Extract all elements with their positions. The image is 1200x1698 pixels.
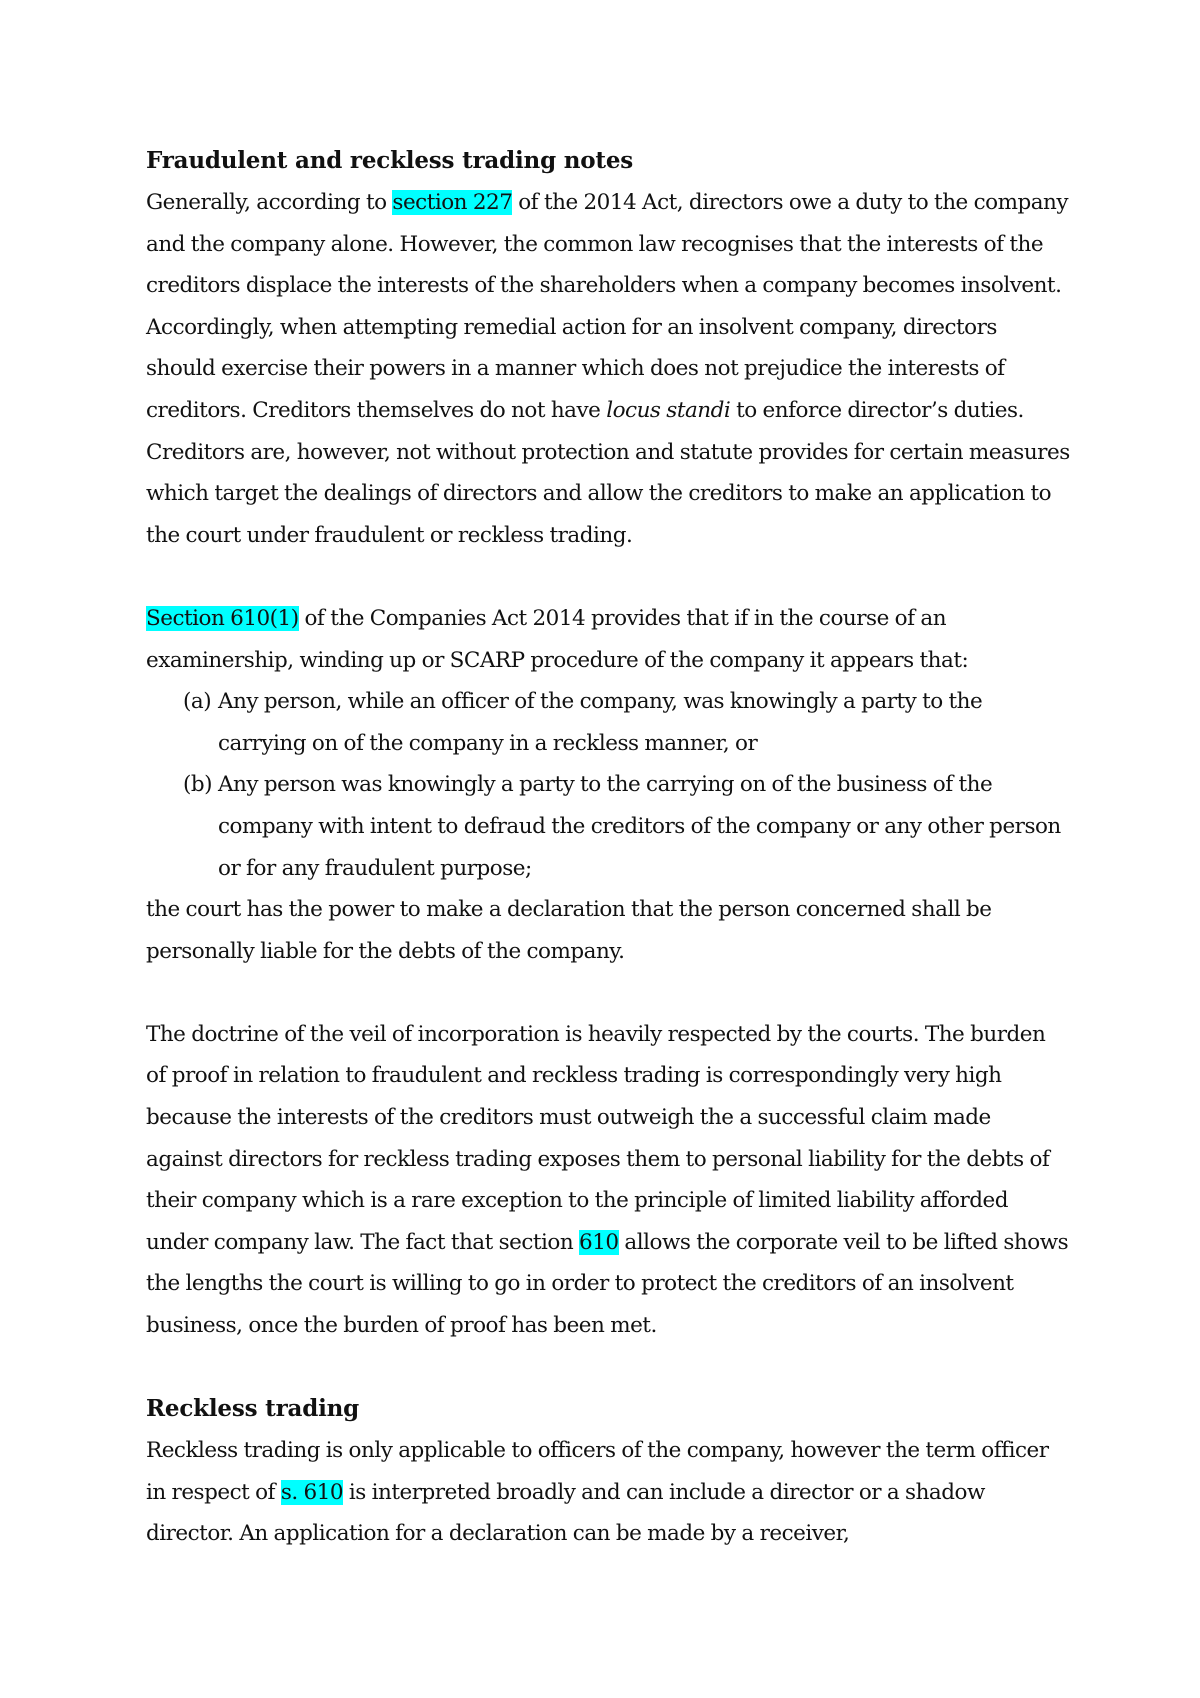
paragraph-intro <box>146 182 1070 556</box>
highlight-s-610: s. 610 <box>280 1479 344 1505</box>
paragraph-spacer <box>146 1347 1070 1389</box>
paragraph-spacer <box>146 972 1070 1014</box>
paragraph-section-610 <box>146 598 1070 681</box>
text-run: Reckless trading is only applicable to officers of the company, however the term officer in respect of <box>146 1438 1049 1505</box>
text-run: The doctrine of the veil of incorporation is heavily respected by the courts. The burden of proof in relation to fraudulent and reckless trading is correspondingly very high because the interests of the creditors must outweigh the a successful claim made against directors for reckless trading exposes them to personal liability for the debts of their company which is a rare exception to the principle of limited liability afforded under company law. The fact that section <box>146 1021 1050 1255</box>
list-item-text: Any person was knowingly a party to the carrying on of the business of the company with intent to defraud the creditors of the company or any other person or for any fraudulent purpose; <box>218 772 1061 881</box>
section-heading-reckless-trading: Reckless trading <box>146 1395 360 1423</box>
text-run: is interpreted broadly and can include a director or a shadow director. An application for a declaration can be made by a receiver, <box>146 1479 985 1547</box>
highlight-section-227: section 227 <box>392 190 513 215</box>
highlight-section-610-1: Section 610(1) <box>146 605 299 631</box>
text-run: of the Companies Act 2014 provides that if in the course of an examinership, winding up or SCARP procedure of the company it appears that: <box>146 605 969 673</box>
text-run: allows the corporate veil to be lifted shows the lengths the court is willing to go in order to protect the creditors of an insolvent business, once the burden of proof has been met. <box>146 1229 1069 1339</box>
italic-locus-standi: locus standi <box>606 397 731 423</box>
paragraph-spacer <box>146 556 1070 598</box>
list-item <box>146 764 1070 889</box>
paragraph-court-power: the court has the power to make a declaration that the person concerned shall be personally liable for the debts of the company. <box>146 897 992 964</box>
conditions-list <box>146 681 1070 889</box>
list-item-text: Any person, while an officer of the company, was knowingly a party to the carrying on of the company in a reckless manner, or <box>218 689 983 756</box>
paragraph-veil-of-incorporation <box>146 1014 1070 1347</box>
text-run: Generally, according to <box>146 190 393 215</box>
highlight-610: 610 <box>579 1229 619 1255</box>
list-marker: (b) <box>183 772 213 798</box>
section-heading-fraudulent-reckless: Fraudulent and reckless trading notes <box>146 147 634 174</box>
text-run: to enforce director’s duties. Creditors are, however, not without protection and statute provides for certain measures which target the dealings of directors and allow the creditors to make an application to the court under fraudulent or reckless trading. <box>146 397 1070 548</box>
text-run: of the 2014 Act, directors owe a duty to the company and the company alone. However, the common law recognises that the interests of the creditors displace the interests of the shareholders when a company becomes insolvent. Accordingly, when attempting remedial action for an insolvent company, directors should exercise their powers in a manner which does not prejudice the interests of creditors. Creditors themselves do not have <box>146 190 1069 423</box>
list-item <box>146 681 1070 764</box>
list-marker: (a) <box>183 689 212 715</box>
paragraph-reckless-trading <box>146 1430 1070 1555</box>
